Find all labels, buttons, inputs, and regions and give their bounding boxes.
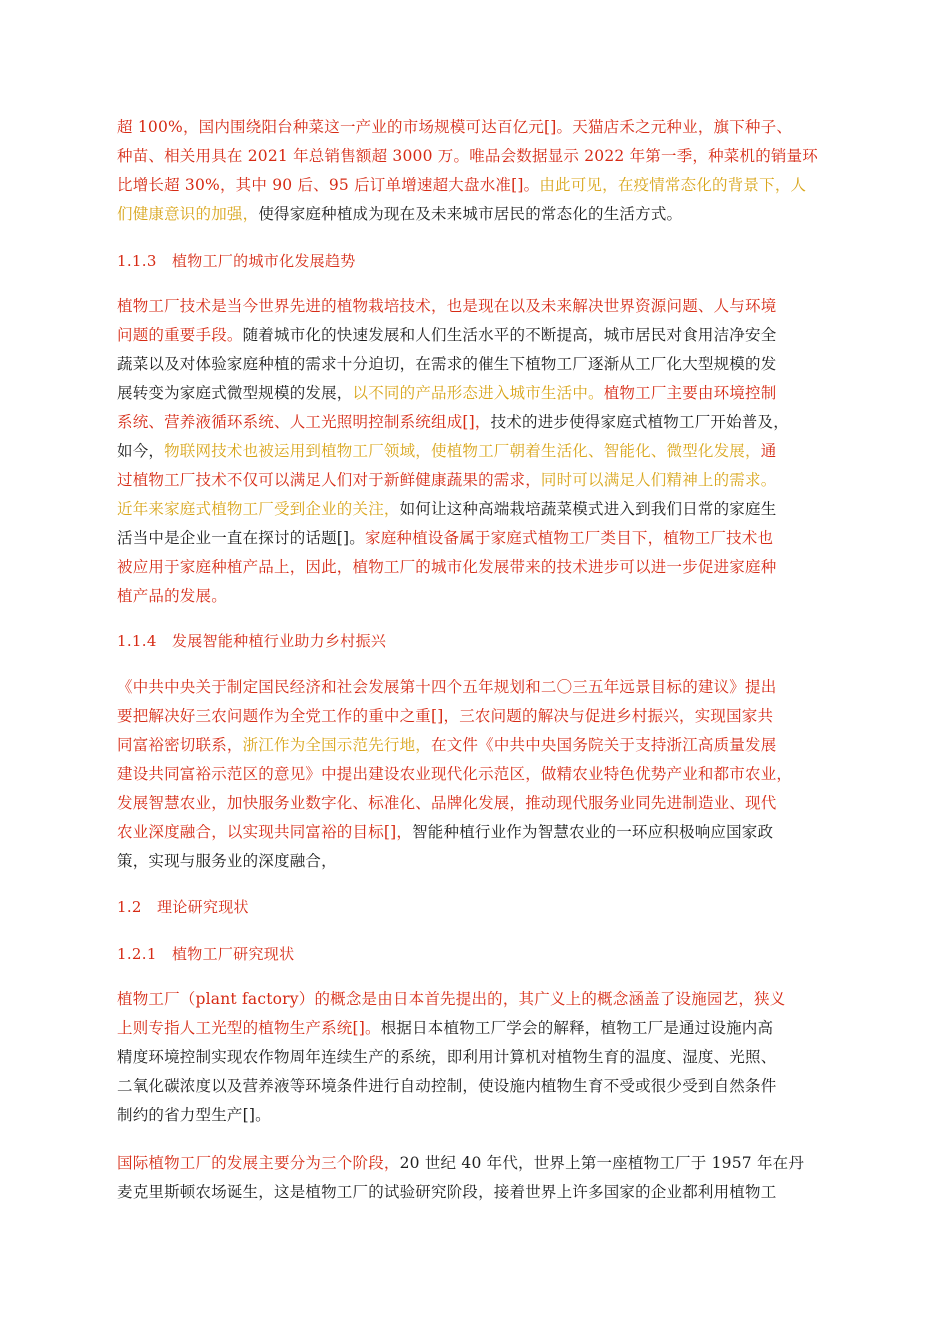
text-run: 植物工厂技术是当今世界先进的植物栽培技术，也是现在以及未来解决世界资源问题、人与环境 xyxy=(117,297,777,315)
text-run: 上则专指人工光型的植物生产系统[]。 xyxy=(117,1019,381,1037)
section-heading-1-1-3: 1.1.3 植物工厂的城市化发展趋势 xyxy=(117,252,356,270)
text-line xyxy=(117,731,833,760)
text-run: 在文件《中共中央国务院关于支持浙江高质量发展 xyxy=(431,736,777,754)
text-run: 20 世纪 40 年代，世界上第一座植物工厂于 1957 年在丹 xyxy=(399,1154,805,1172)
text-run: 活当中是企业一直在探讨的话题[]。 xyxy=(117,529,365,547)
text-run: 技术的进步使得家庭式植物工厂开始普及， xyxy=(490,413,789,431)
text-run: 农业深度融合，以实现共同富裕的目标[]， xyxy=(117,823,413,841)
text-line xyxy=(117,524,833,553)
text-line xyxy=(117,1014,833,1043)
text-run: 们健康意识的加强， xyxy=(117,205,259,223)
text-run: 《中共中央关于制定国民经济和社会发展第十四个五年规划和二〇三五年远景目标的建议》提出 xyxy=(117,678,777,696)
text-line xyxy=(117,1101,833,1130)
text-run: 比增长超 30%，其中 90 后、95 后订单增速超大盘水准[]。 xyxy=(117,176,540,194)
text-line xyxy=(117,466,833,495)
text-line xyxy=(117,321,833,350)
text-run: 被应用于家庭种植产品上，因此，植物工厂的城市化发展带来的技术进步可以进一步促进家庭种 xyxy=(117,558,777,576)
text-line xyxy=(117,350,833,379)
paragraph-plant-factory-definition xyxy=(117,985,833,1130)
text-run: 展转变为家庭式微型规模的发展， xyxy=(117,384,353,402)
text-run: 植产品的发展。 xyxy=(117,587,227,605)
text-run: 二氧化碳浓度以及营养液等环境条件进行自动控制，使设施内植物生育不受或很少受到自然条件 xyxy=(117,1077,777,1095)
text-line xyxy=(117,1072,833,1101)
text-line xyxy=(117,818,833,847)
text-line xyxy=(117,1149,833,1178)
text-run: 建设共同富裕示范区的意见》中提出建设农业现代化示范区，做精农业特色优势产业和都市农业， xyxy=(117,765,793,783)
text-run: 随着城市化的快速发展和人们生活水平的不断提高，城市居民对食用洁净安全 xyxy=(242,326,777,344)
text-run: 策，实现与服务业的深度融合， xyxy=(117,852,337,870)
text-line xyxy=(117,495,833,524)
text-line xyxy=(117,408,833,437)
text-line xyxy=(117,1178,833,1207)
text-run: 使得家庭种植成为现在及未来城市居民的常态化的生活方式。 xyxy=(258,205,683,223)
text-line xyxy=(117,200,833,229)
text-run: 近年来家庭式植物工厂受到企业的关注， xyxy=(117,500,400,518)
text-run: 麦克里斯顿农场诞生，这是植物工厂的试验研究阶段，接着世界上许多国家的企业都利用植物工 xyxy=(117,1183,777,1201)
text-run: 如何让这种高端栽培蔬菜模式进入到我们日常的家庭生 xyxy=(399,500,777,518)
text-run: 要把解决好三农问题作为全党工作的重中之重[]，三农问题的解决与促进乡村振兴，实现国家共 xyxy=(117,707,774,725)
text-run: 问题的重要手段。 xyxy=(117,326,243,344)
text-run: 如今， xyxy=(117,442,165,460)
text-run: 同富裕密切联系， xyxy=(117,736,243,754)
text-line xyxy=(117,789,833,818)
text-line xyxy=(117,292,833,321)
text-line xyxy=(117,171,833,200)
text-run: 通 xyxy=(760,442,777,460)
text-run: 国际植物工厂的发展主要分为三个阶段， xyxy=(117,1154,400,1172)
text-line xyxy=(117,1043,833,1072)
paragraph-international-development xyxy=(117,1149,833,1207)
text-run: 根据日本植物工厂学会的解释，植物工厂是通过设施内高 xyxy=(380,1019,774,1037)
text-run: 家庭种植设备属于家庭式植物工厂类目下，植物工厂技术也 xyxy=(365,529,774,547)
section-heading-1-2-1: 1.2.1 植物工厂研究现状 xyxy=(117,945,295,963)
text-line xyxy=(117,673,833,702)
text-line xyxy=(117,142,833,171)
paragraph-plant-factory-urbanization xyxy=(117,292,833,611)
text-line xyxy=(117,985,833,1014)
text-run: 同时可以满足人们精神上的需求。 xyxy=(540,471,777,489)
text-run: 过植物工厂技术不仅可以满足人们对于新鲜健康蔬果的需求， xyxy=(117,471,541,489)
text-line xyxy=(117,847,833,876)
text-run: 种苗、相关用具在 2021 年总销售额超 3000 万。唯品会数据显示 2022 年第一季，种菜机的销量环 xyxy=(117,147,819,165)
text-line xyxy=(117,437,833,466)
text-run: 精度环境控制实现农作物周年连续生产的系统，即利用计算机对植物生育的温度、湿度、光照、 xyxy=(117,1048,777,1066)
text-run: 蔬菜以及对体验家庭种植的需求十分迫切，在需求的催生下植物工厂逐渐从工厂化大型规模的发 xyxy=(117,355,777,373)
text-line xyxy=(117,553,833,582)
text-line xyxy=(117,760,833,789)
text-run: 物联网技术也被运用到植物工厂领域，使植物工厂朝着生活化、智能化、微型化发展， xyxy=(164,442,761,460)
section-heading-1-2: 1.2 理论研究现状 xyxy=(117,898,249,916)
text-line xyxy=(117,379,833,408)
text-line xyxy=(117,702,833,731)
text-run: 由此可见，在疫情常态化的背景下，人 xyxy=(539,176,807,194)
text-run: 植物工厂主要由环境控制 xyxy=(603,384,777,402)
text-run: 发展智慧农业，加快服务业数字化、标准化、品牌化发展，推动现代服务业同先进制造业、现代 xyxy=(117,794,777,812)
text-run: 智能种植行业作为智慧农业的一环应积极响应国家政 xyxy=(412,823,774,841)
paragraph-rural-revitalization xyxy=(117,673,833,876)
text-run: 制约的省力型生产[]。 xyxy=(117,1106,271,1124)
paragraph-market-growth xyxy=(117,113,833,229)
section-heading-1-1-4: 1.1.4 发展智能种植行业助力乡村振兴 xyxy=(117,632,387,650)
text-line xyxy=(117,113,833,142)
text-run: 植物工厂（plant factory）的概念是由日本首先提出的，其广义上的概念涵盖了设施园艺，狭义 xyxy=(117,990,786,1008)
text-run: 超 100%，国内围绕阳台种菜这一产业的市场规模可达百亿元[]。天猫店禾之元种业，旗下种子、 xyxy=(117,118,793,136)
text-line xyxy=(117,582,833,611)
text-run: 浙江作为全国示范先行地， xyxy=(242,736,432,754)
text-run: 以不同的产品形态进入城市生活中。 xyxy=(352,384,604,402)
text-run: 系统、营养液循环系统、人工光照明控制系统组成[]， xyxy=(117,413,491,431)
